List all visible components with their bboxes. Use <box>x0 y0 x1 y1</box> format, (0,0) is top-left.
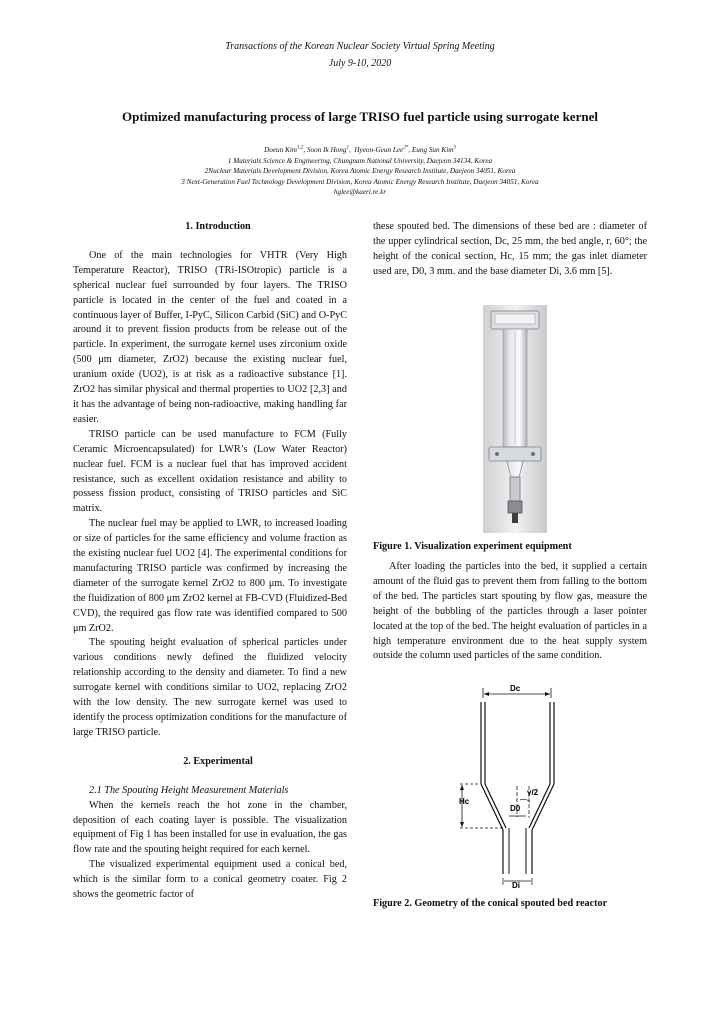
paper-title: Optimized manufacturing process of large TRISO fuel particle using surrogate kernel <box>122 109 598 124</box>
author-email: hglee@kaeri.re.kr <box>333 188 387 196</box>
label-d0: D0 <box>510 804 521 813</box>
author-list: Doeun Kim$^{1,2}$, Soon Ik Hong$^1$, Hyeon-Geun Lee$^{2*}$, Eung Sun Kim$^3$ <box>264 145 456 154</box>
label-di: Di <box>512 881 520 888</box>
conference-name: Transactions of the Korean Nuclear Society Virtual Spring Meeting <box>225 41 495 52</box>
subsection-heading-2-1: 2.1 The Spouting Height Measurement Materials <box>89 784 289 796</box>
author-block <box>0 145 720 198</box>
figure-1-photo <box>483 305 547 533</box>
figure-1-caption: Figure 1. Visualization experiment equipment <box>373 541 572 552</box>
label-hc: Hc <box>459 797 470 806</box>
label-gamma: γ/2 <box>527 788 539 797</box>
paragraph-loading: After loading the particles into the bed, it supplied a certain amount of the fluid gas to prevent them from falling to the bottom of the bed. The particles start spouting by flow gas, measure the height of the bubbling of the particles through a laser pointer located at the top of the bed. The height evaluation of particles in a high temperature environment due to the heat supply system outside the column used particles of the same condition. <box>373 561 647 662</box>
paragraph-intro-3: The nuclear fuel may be applied to LWR, to increased loading or size of particles for the same efficiency and volume fraction as the existing nuclear fuel UO2 [4]. The experimental conditions for manufacturing TRISO particle was confirmed by increasing the diameter of the surrogate kernel ZrO2 to 800 μm. To investigate the fluidization of 800 μm ZrO2 kernel at FB-CVD (Fluidized-Bed CVD), the required gas flow rate was identified compared to 500 μm ZrO2. <box>73 518 347 634</box>
affiliation-3: 3 Next-Generation Fuel Technology Development Division, Korea Atomic Energy Research Institute, Daejeon 34051, Korea <box>181 177 539 186</box>
affiliation-2: 2Nuclear Materials Development Division, Korea Atomic Energy Research Institute, Daejeon 34051, Korea <box>204 167 516 175</box>
conference-header <box>0 38 720 72</box>
right-column-top <box>373 220 647 280</box>
figure-2-caption: Figure 2. Geometry of the conical spouted bed reactor <box>373 898 608 909</box>
label-dc: Dc <box>510 684 521 693</box>
section-heading-experimental: 2. Experimental <box>183 755 253 767</box>
paragraph-exp-1: When the kernels reach the hot zone in the chamber, deposition of each coating layer is possible. The visualization equipment of Fig 1 has been installed for use in evaluation, the gas flow rate and the spouting height required for each kernel. <box>73 799 347 856</box>
conference-date: July 9-10, 2020 <box>328 58 392 69</box>
paragraph-intro-4: The spouting height evaluation of spherical particles under various conditions newly defined the fluidized velocity relationship according to the density and diameter. To find a new surrogate kernel with conditions similar to UO2, replacing ZrO2 with the low density. The new surrogate kernel was used to identify the process optimization conditions for the manufacture of large TRISO particle. <box>73 637 347 738</box>
left-column <box>73 220 347 903</box>
figure-2-diagram <box>448 682 564 888</box>
paragraph-exp-2: The visualized experimental equipment used a conical bed, which is the similar form to a conical geometry coater. Fig 2 shows the geometric factor of <box>73 859 347 901</box>
paragraph-bed-dimensions: these spouted bed. The dimensions of these bed are : diameter of the upper cylindrical section, Dc, 25 mm, the bed angle, r, 60°; the height of the conical section, Hc, 15 mm; the gas inlet diameter used are, D0, 3 mm. and the base diameter Di, 3.6 mm [5]. <box>373 221 647 277</box>
right-column-middle <box>373 560 647 664</box>
affiliation-1: 1 Materials Science & Engineering, Chungnam National University, Daejeon 34134, Korea <box>227 156 493 165</box>
section-heading-introduction: 1. Introduction <box>185 221 251 232</box>
paragraph-intro-2: TRISO particle can be used manufacture to FCM (Fully Ceramic Microencapsulated) for LWR’s (Low Water Reactor) nuclear fuel. FCM is a nuclear fuel that has improved accident resistance, such as excellent oxidation resistance and ability to possess fission product, consisting of TRISO particles and SiC matrix. <box>73 428 347 515</box>
paragraph-intro-1: One of the main technologies for VHTR (Very High Temperature Reactor), TRISO (TRi-ISOtropic) particle is a spherical nuclear fuel surrounded by four layers. The TRISO particle is located in the center of the fuel and coated in a continuous layer of Buffer, I-PyC, Silicon Carbid (SiC) and O-PyC around it to prevent fission products from be release out of the particle. In experiment, the surrogate kernel uses zirconium oxide (500 μm diameter, ZrO2) because the existing nuclear fuel, uranium oxide (UO2), is at risk as a radioactive substance [1]. ZrO2 has similar physical and thermal properties to UO2 [2,3] and it has the advantage of being non-radioactive, making handling far easier. <box>73 249 347 425</box>
